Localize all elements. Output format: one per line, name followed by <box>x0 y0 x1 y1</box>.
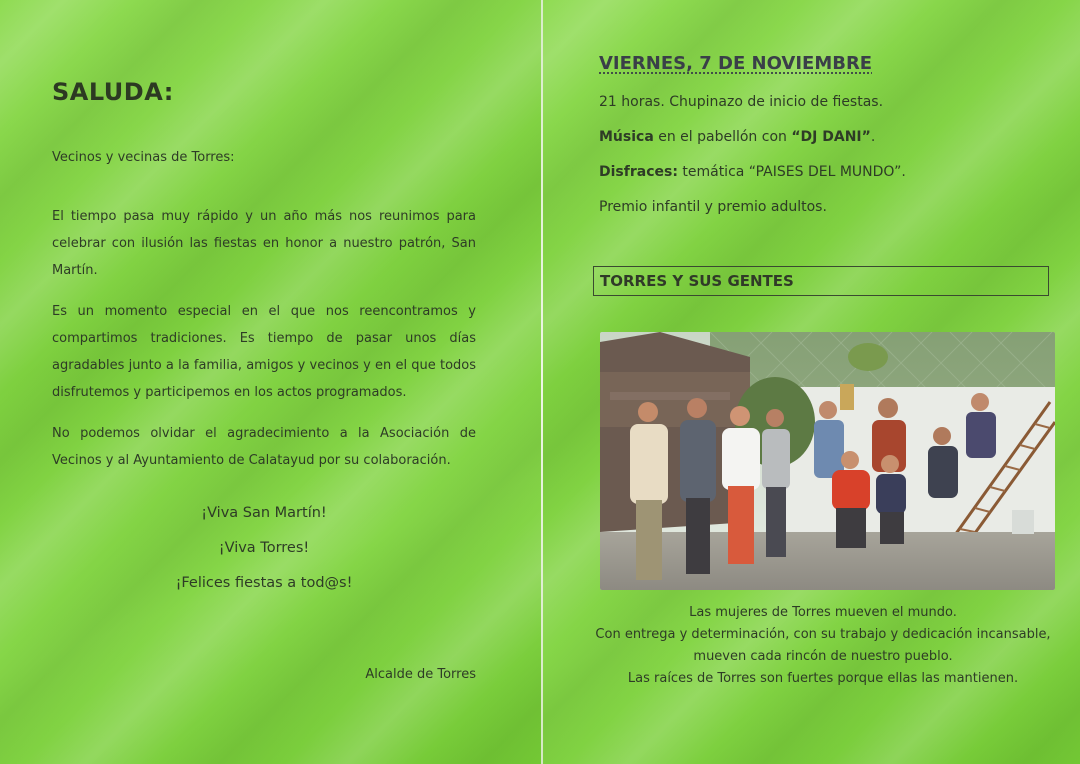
paragraph: No podemos olvidar el agradecimiento a la Asociación de Vecinos y al Ayuntamiento de Calatayud por su colaboración. <box>52 426 476 468</box>
event-label: Música <box>599 129 654 145</box>
caption-line: Las raíces de Torres son fuertes porque ellas las mantienen. <box>627 671 1019 686</box>
paragraph: El tiempo pasa muy rápido y un año más nos reunimos para celebrar con ilusión las fiestas en honor a nuestro patrón, San Martín. <box>52 209 476 278</box>
caption-line: mueven cada rincón de nuestro pueblo. <box>693 649 953 664</box>
event-item <box>599 125 906 160</box>
event-premio: Premio infantil y premio adultos. <box>599 199 827 215</box>
event-item <box>599 90 906 125</box>
event-item <box>599 195 906 230</box>
group-photo <box>600 332 1055 590</box>
greeting-body <box>52 203 476 488</box>
photo-caption <box>573 602 1073 690</box>
event-text: temática “PAISES DEL MUNDO”. <box>677 164 906 180</box>
day-heading: VIERNES, 7 DE NOVIEMBRE <box>599 53 873 74</box>
paragraph: Es un momento especial en el que nos reencontramos y compartimos tradiciones. Es tiempo de pasar unos días agradables junto a la familia, amigos y vecinos y en el que todos disfrutemos y participemos en los actos programados. <box>52 304 476 400</box>
page-title: SALUDA: <box>52 78 174 106</box>
event-label: Disfraces: <box>599 164 678 180</box>
cheers-block <box>52 496 476 601</box>
event-chupinazo: 21 horas. Chupinazo de inicio de fiestas. <box>599 94 884 110</box>
cheer-line: ¡Viva Torres! <box>218 540 310 556</box>
caption-line: Con entrega y determinación, con su trabajo y dedicación incansable, <box>595 627 1051 642</box>
cheer-line: ¡Viva San Martín! <box>201 505 327 521</box>
event-dj: “DJ DANI” <box>791 129 871 145</box>
event-text: . <box>870 129 876 145</box>
caption-line: Las mujeres de Torres mueven el mundo. <box>689 605 957 620</box>
event-text: en el pabellón con <box>653 129 792 145</box>
greeting: Vecinos y vecinas de Torres: <box>52 150 235 165</box>
right-page <box>543 0 1080 764</box>
event-list <box>599 90 906 230</box>
signature: Alcalde de Torres <box>365 667 476 682</box>
section-title: TORRES Y SUS GENTES <box>593 266 1049 296</box>
cheer-line: ¡Felices fiestas a tod@s! <box>175 575 353 591</box>
event-item <box>599 160 906 195</box>
